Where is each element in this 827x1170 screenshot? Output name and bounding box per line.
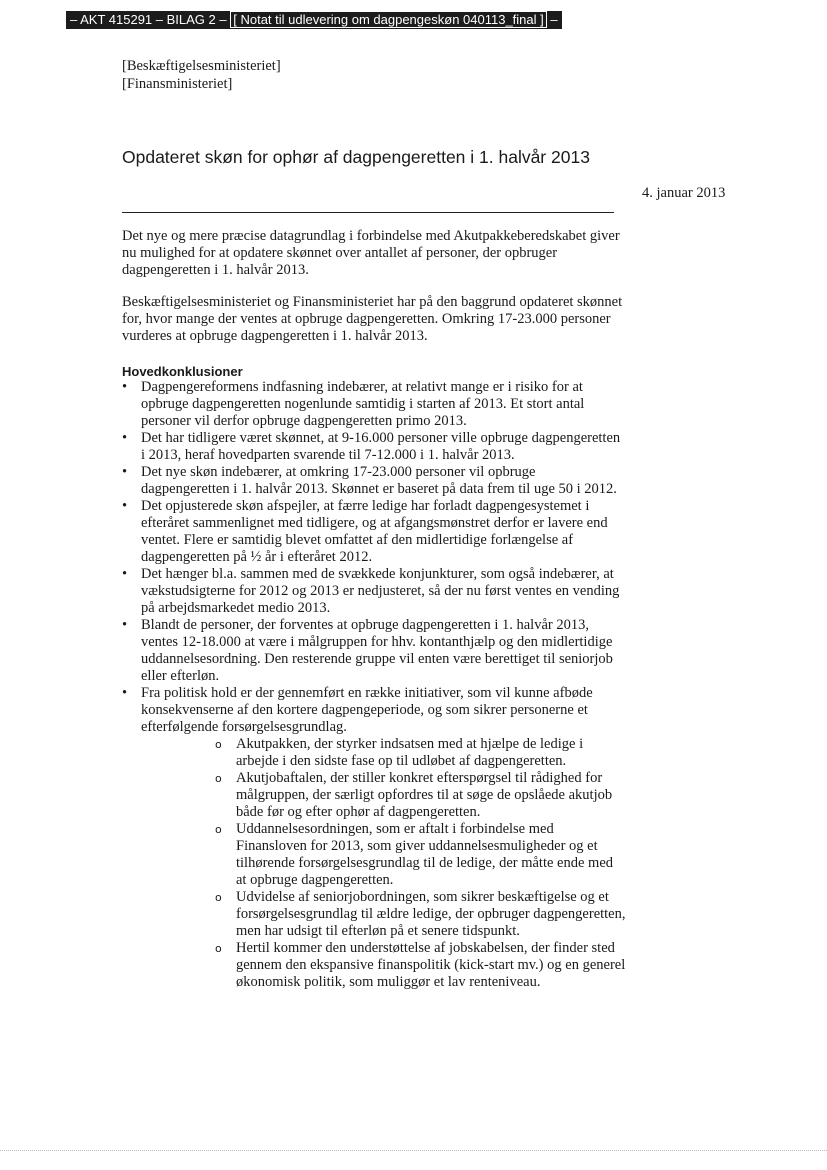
circle-bullet-icon: o [215, 942, 222, 955]
list-item [122, 617, 627, 685]
bullet-icon: • [122, 566, 128, 582]
list-item [122, 464, 627, 498]
list-item-text: Dagpengereformens indfasning indebærer, at relativt mange er i risiko for at opbruge dagpengeretten nogenlunde samtidig i starten af 2013. Et stort antal personer vil derfor opbruge dagpengeretten primo 2013. [141, 379, 585, 429]
list-item [122, 685, 627, 991]
sender-block [122, 57, 281, 93]
section-heading: Hovedkonklusioner [122, 364, 243, 379]
sub-list-item-text: Uddannelsesordningen, som er aftalt i forbindelse med Finansloven for 2013, som giver uddannelsesmuligheder og et tilhørende forsørgelsesgrundlag til de ledige, der måtte ende med at opbruge dagpengeretten. [236, 821, 614, 888]
conclusions-list [122, 379, 627, 991]
list-item-text: Det opjusterede skøn afspejler, at færre ledige har forladt dagpengesystemet i efteråret sammenlignet med tidligere, og at afgangsmønstret derfor er lavere end ventet. Flere er samtidig blevet omfattet af den midlertidige forlængelse af dagpengeretten på ½ år i efteråret 2012. [141, 498, 608, 565]
bullet-icon: • [122, 617, 128, 633]
sub-list-item [215, 770, 627, 821]
circle-bullet-icon: o [215, 772, 222, 785]
list-item [122, 498, 627, 566]
case-stamp-document-name: [ Notat til udlevering om dagpengeskøn 040113_final ] [230, 11, 547, 28]
bullet-icon: • [122, 379, 128, 395]
list-item-text: Det nye skøn indebærer, at omkring 17-23.000 personer vil opbruge dagpengeretten i 1. halvår 2013. Skønnet er baseret på data frem til uge 50 i 2012. [141, 464, 617, 497]
list-item-text: Fra politisk hold er der gennemført en række initiativer, som vil kunne afbøde konsekvenserne af den kortere dagpengeperiode, og som sikrer personerne et efterfølgende forsørgelsesgrundlag. [141, 685, 593, 735]
sub-list-item [215, 821, 627, 889]
bullet-icon: • [122, 685, 128, 701]
sub-list-item-text: Udvidelse af seniorjobordningen, som sikrer beskæftigelse og et forsørgelsesgrundlag til ældre ledige, der opbruger dagpengeretten, men har udsigt til efterløn på et senere tidspunkt. [236, 889, 626, 939]
bullet-icon: • [122, 430, 128, 446]
list-item-text: Det har tidligere været skønnet, at 9-16.000 personer ville opbruge dagpengeretten i 2013, heraf hovedparten svarende til 7-12.000 i 1. halvår 2013. [141, 430, 621, 463]
document-title: Opdateret skøn for ophør af dagpengeretten i 1. halvår 2013 [122, 147, 590, 167]
case-stamp [66, 11, 562, 29]
circle-bullet-icon: o [215, 738, 222, 751]
list-item-text: Det hænger bl.a. sammen med de svækkede konjunkturer, som også indebærer, at vækstudsigterne for 2012 og 2013 er nedjusteret, så der nu først ventes en vending på arbejdsmarkedet medio 2013. [141, 566, 620, 616]
case-stamp-suffix: – [550, 12, 558, 27]
list-item-text: Blandt de personer, der forventes at opbruge dagpengeretten i 1. halvår 2013, ventes 12-18.000 at være i målgruppen for hhv. kontanthjælp og den midlertidige uddannelsesordning. Den resterende gruppe vil enten være berettiget til seniorjob eller efterløn. [141, 617, 613, 684]
intro-paragraph: Det nye og mere præcise datagrundlag i forbindelse med Akutpakkeberedskabet giver nu mulighed for at opdatere skønnet over antallet af personer, der opbruger dagpengeretten i 1. halvår 2013. [122, 228, 620, 278]
list-item [122, 566, 627, 617]
sub-list-item-text: Hertil kommer den understøttelse af jobskabelsen, der finder sted gennem den ekspansive finanspolitik (kick-start mv.) og en generel økonomisk politik, som muliggør et lav renteniveau. [236, 940, 626, 990]
initiatives-sublist [141, 736, 627, 991]
sub-list-item [215, 889, 627, 940]
circle-bullet-icon: o [215, 823, 222, 836]
case-stamp-prefix: – AKT 415291 – BILAG 2 – [70, 12, 227, 27]
list-item [122, 379, 627, 430]
document-date: 4. januar 2013 [642, 185, 726, 201]
circle-bullet-icon: o [215, 891, 222, 904]
sub-list-item-text: Akutpakken, der styrker indsatsen med at hjælpe de ledige i arbejde i den sidste fase op til udløbet af dagpengeretten. [236, 736, 584, 769]
bullet-icon: • [122, 498, 128, 514]
sub-list-item [215, 940, 627, 991]
bullet-icon: • [122, 464, 128, 480]
summary-paragraph: Beskæftigelsesministeriet og Finansministeriet har på den baggrund opdateret skønnet for, hvor mange der ventes at opbruge dagpengeretten. Omkring 17-23.000 personer vurderes at opbruge dagpengeretten i 1. halvår 2013. [122, 294, 623, 344]
sender-ministry-2: [Finansministeriet] [122, 76, 233, 92]
sub-list-item [215, 736, 627, 770]
sub-list-item-text: Akutjobaftalen, der stiller konkret efterspørgsel til rådighed for målgruppen, der særligt opfordres til at søge de opslåede akutjob både før og efter ophør af dagpengeretten. [236, 770, 613, 820]
list-item [122, 430, 627, 464]
sender-ministry-1: [Beskæftigelsesministeriet] [122, 58, 281, 74]
title-divider [122, 212, 614, 213]
scan-edge-line [0, 1150, 827, 1151]
